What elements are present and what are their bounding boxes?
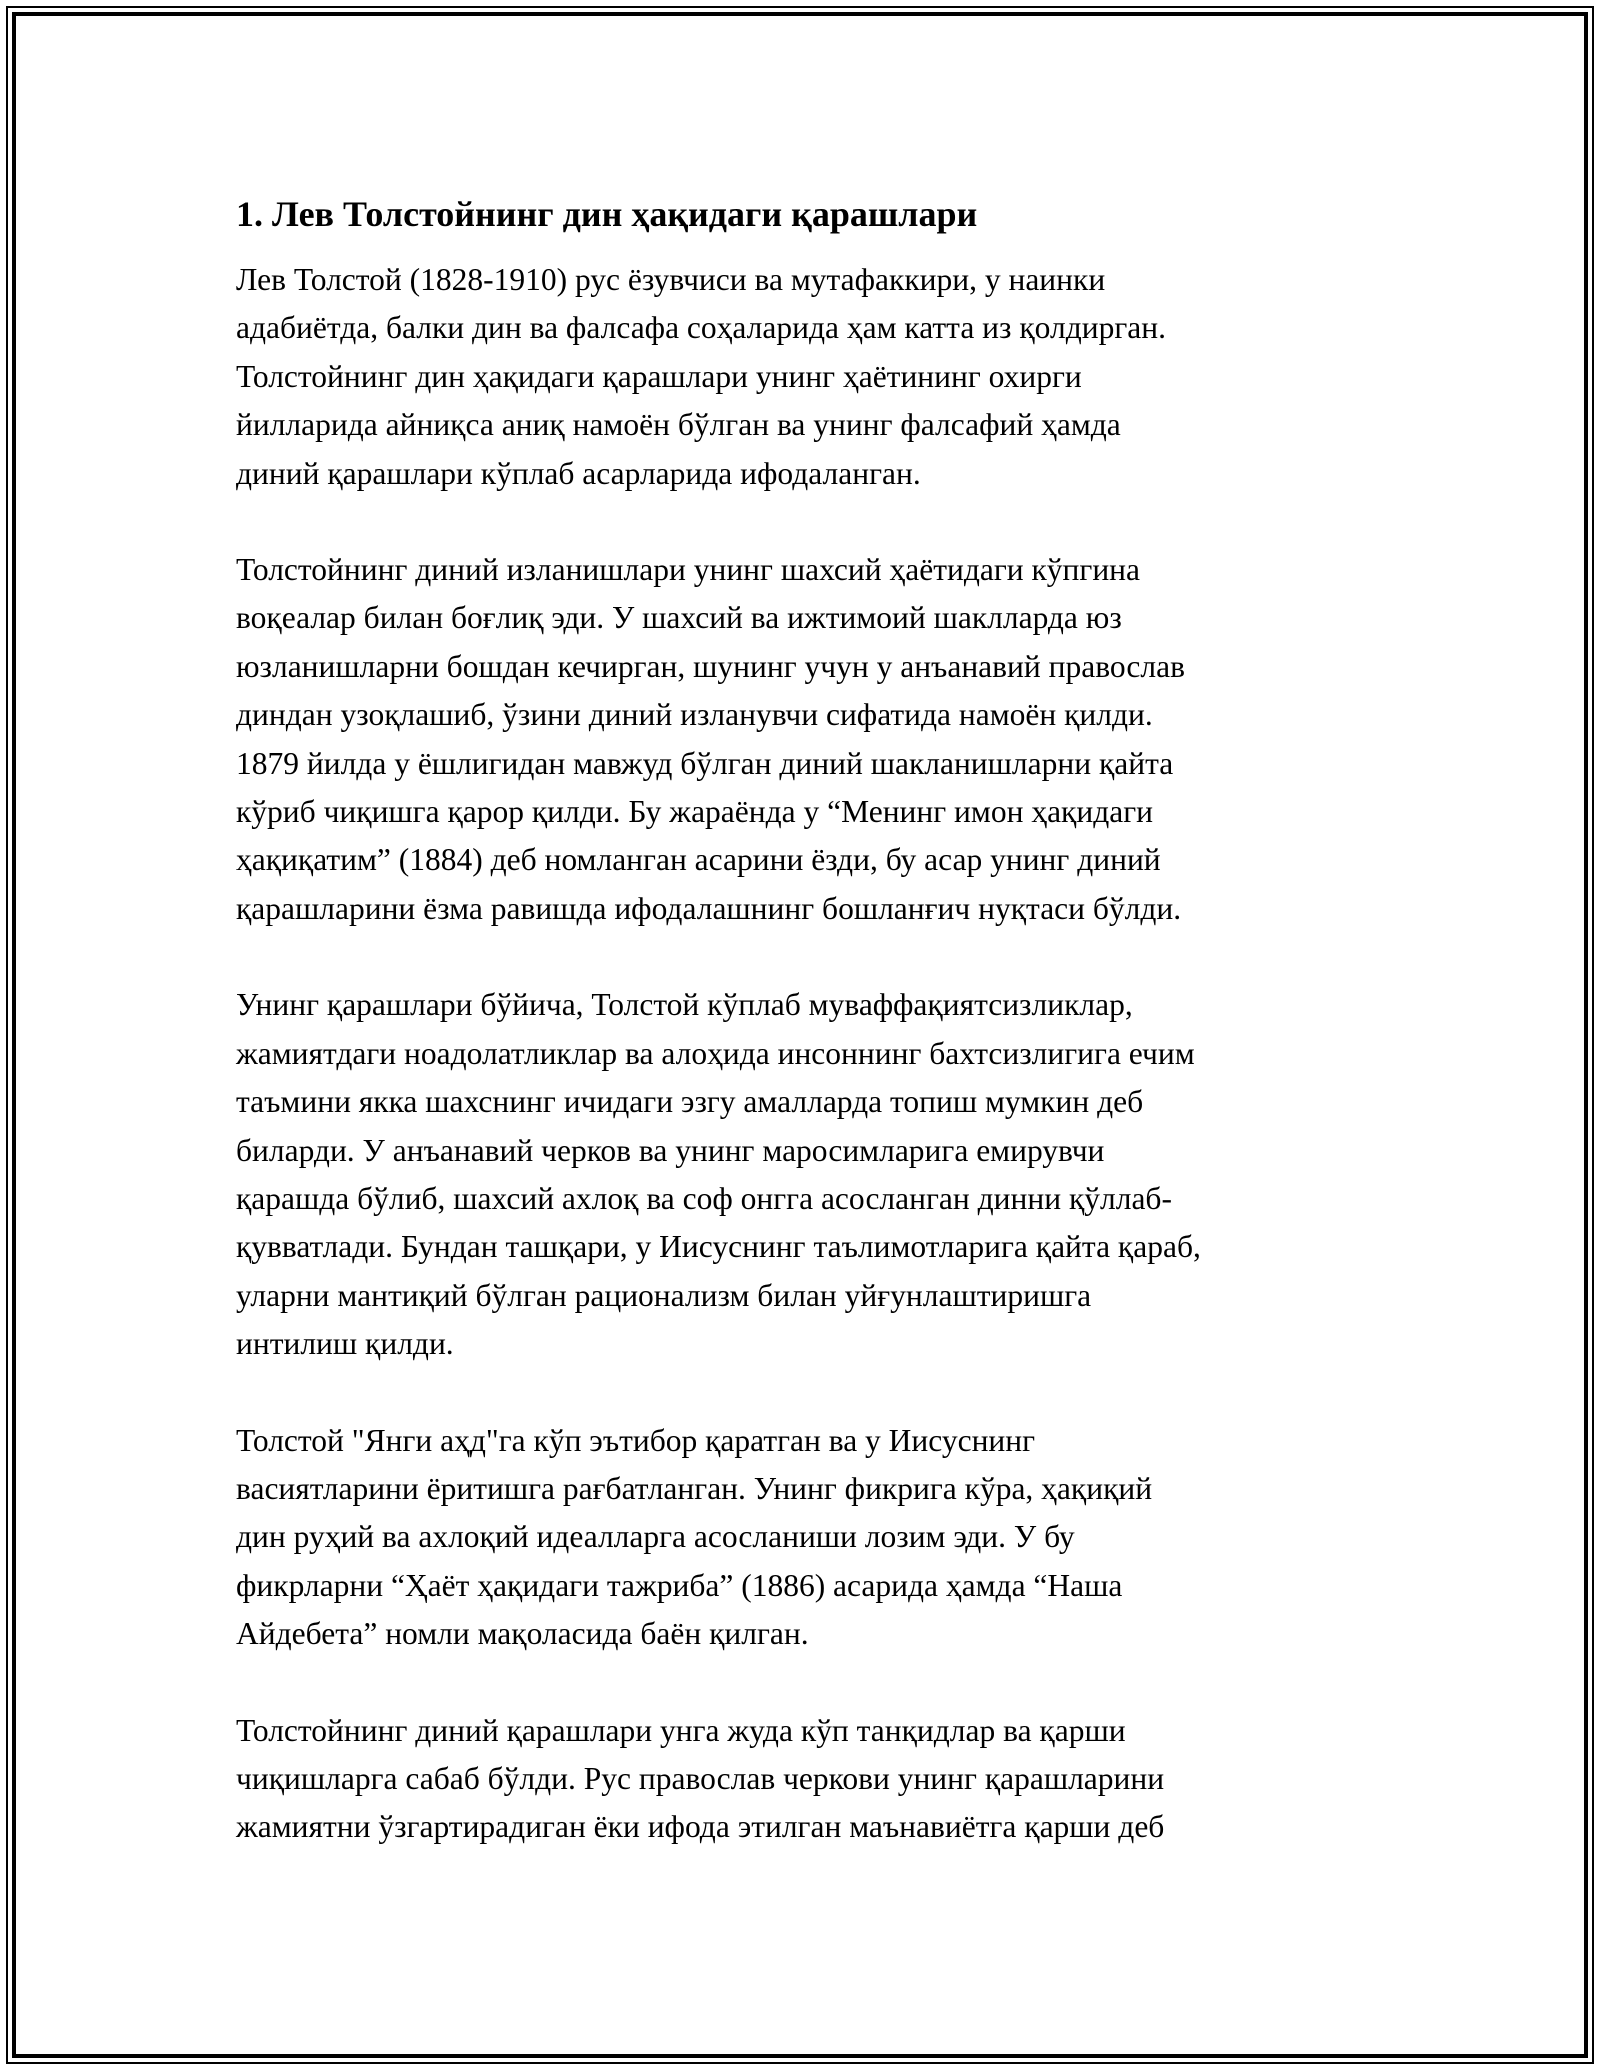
- text-line: уларни мантиқий бўлган рационализм билан уйғунлаштиришга: [236, 1277, 1092, 1313]
- text-line: қарашда бўлиб, шахсий ахлоқ ва соф онгга асосланган динни қўллаб-: [236, 1180, 1172, 1216]
- text-line: дин руҳий ва ахлоқий идеалларга асосланиши лозим эди. У бу: [236, 1519, 1075, 1555]
- text-line: Айдебета” номли мақоласида баён қилган.: [236, 1616, 809, 1652]
- paragraph-3: [236, 981, 1366, 1368]
- text-line: ҳақиқатим” (1884) деб номланган асарини ёзди, бу асар унинг диний: [236, 842, 1161, 878]
- text-line: Толстойнинг диний изланишлари унинг шахсий ҳаётидаги кўпгина: [236, 552, 1141, 588]
- text-line: интилиш қилди.: [236, 1326, 454, 1362]
- text-line: таъмини якка шахснинг ичидаги эзгу амалларда топиш мумкин деб: [236, 1084, 1144, 1120]
- text-line: йилларида айниқса аниқ намоён бўлган ва унинг фалсафий ҳамда: [236, 407, 1121, 443]
- text-line: Толстойнинг диний қарашлари унга жуда кўп танқидлар ва қарши: [236, 1712, 1126, 1748]
- text-line: 1879 йилда у ёшлигидан мавжуд бўлган диний шакланишларни қайта: [236, 745, 1174, 781]
- text-line: Унинг қарашлари бўйича, Толстой кўплаб муваффақиятсизликлар,: [236, 987, 1133, 1023]
- text-line: адабиётда, балки дин ва фалсафа соҳаларида ҳам катта из қолдирган.: [236, 310, 1166, 346]
- text-line: жамиятни ўзгартирадиган ёки ифода этилган маънавиётга қарши деб: [236, 1809, 1165, 1845]
- paragraph-4: [236, 1417, 1366, 1659]
- text-line: Толстойнинг дин ҳақидаги қарашлари унинг ҳаётининг охирги: [236, 358, 1082, 394]
- text-line: Лев Толстой (1828-1910) рус ёзувчиси ва мутафаккири, у наинки: [236, 262, 1106, 297]
- text-line: Толстой "Янги аҳд"га кўп эътибор қаратган ва у Иисуснинг: [236, 1422, 1036, 1458]
- text-line: диний қарашлари кўплаб асарларида ифодаланган.: [236, 455, 921, 491]
- document-body: [236, 190, 1366, 1900]
- text-line: кўриб чиқишга қарор қилди. Бу жараёнда у “Менинг имон ҳақидаги: [236, 794, 1154, 830]
- text-line: жамиятдаги ноадолатликлар ва алоҳида инсоннинг бахтсизлигига ечим: [236, 1035, 1195, 1071]
- text-line: воқеалар билан боғлиқ эди. У шахсий ва ижтимоий шаклларда юз: [236, 600, 1122, 636]
- section-heading: 1. Лев Толстойнинг дин ҳақидаги қарашлари: [236, 194, 978, 234]
- text-line: диндан узоқлашиб, ўзини диний изланувчи сифатида намоён қилди.: [236, 697, 1153, 733]
- paragraph-5: [236, 1707, 1366, 1852]
- text-line: васиятларини ёритишга рағбатланган. Унинг фикрига кўра, ҳақиқий: [236, 1470, 1153, 1506]
- text-line: чиқишларга сабаб бўлди. Рус православ черкови унинг қарашларини: [236, 1760, 1165, 1796]
- text-line: юзланишларни бошдан кечирган, шунинг учун у анъанавий православ: [236, 648, 1185, 684]
- text-line: биларди. У анъанавий черков ва унинг маросимларига емирувчи: [236, 1132, 1105, 1168]
- paragraph-1: [236, 256, 1366, 498]
- text-line: фикрларни “Ҳаёт ҳақидаги тажриба” (1886) асарида ҳамда “Наша: [236, 1567, 1123, 1603]
- paragraph-2: [236, 546, 1366, 933]
- text-line: қувватлади. Бундан ташқари, у Иисуснинг таълимотларига қайта қараб,: [236, 1229, 1201, 1265]
- text-line: қарашларини ёзма равишда ифодалашнинг бошланғич нуқтаси бўлди.: [236, 890, 1182, 926]
